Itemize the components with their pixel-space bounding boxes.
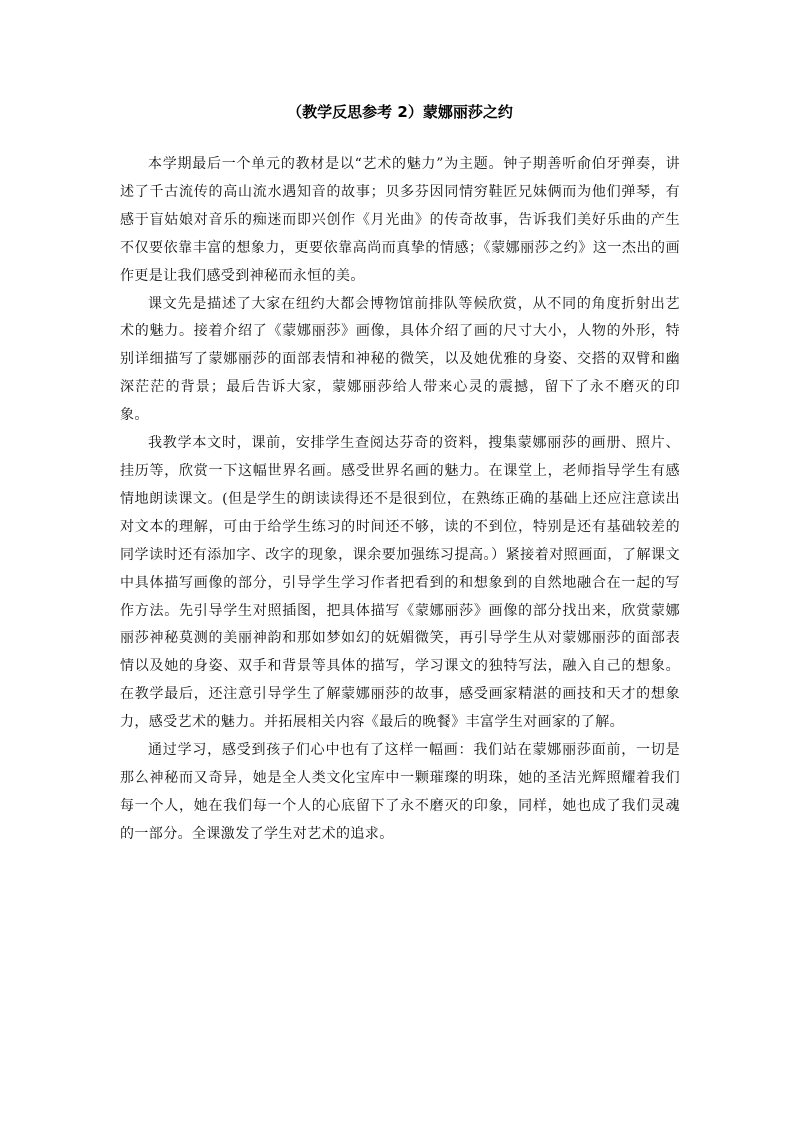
document-title: （教学反思参考 2）蒙娜丽莎之约: [287, 103, 513, 121]
paragraph-conclusion: 通过学习，感受到孩子们心中也有了这样一幅画：我们站在蒙娜丽莎面前，一切是那么神秘而又奇异，她是全人类文化宝库中一颗璀璨的明珠，她的圣洁光辉照耀着我们每一个人，她在我们每一个人的心底留下了永不磨灭的印象，同样，她也成了我们灵魂的一部分。全课激发了学生对艺术的追求。: [120, 742, 680, 842]
document-body: [120, 151, 680, 849]
paragraph-text-summary: 课文先是描述了大家在纽约大都会博物馆前排队等候欣赏，从不同的角度折射出艺术的魅力。接着介绍了《蒙娜丽莎》画像，具体介绍了画的尺寸大小，人物的外形，特别详细描写了蒙娜丽莎的面部表情和神秘的微笑，以及她优雅的身姿、交搭的双臂和幽深茫茫的背景；最后告诉大家，蒙娜丽莎给人带来心灵的震撼，留下了永不磨灭的印象。: [120, 295, 680, 424]
paragraph-intro: 本学期最后一个单元的教材是以“艺术的魅力”为主题。钟子期善听俞伯牙弹奏，讲述了千古流传的高山流水遇知音的故事；贝多芬因同情穷鞋匠兄妹俩而为他们弹琴，有感于盲姑娘对音乐的痴迷而即兴创作《月光曲》的传奇故事，告诉我们美好乐曲的产生不仅要依靠丰富的想象力，更要依靠高尚而真挚的情感；《蒙娜丽莎之约》这一杰出的画作更是让我们感受到神秘而永恒的美。: [120, 156, 680, 284]
paragraph-teaching-process: 我教学本文时，课前，安排学生查阅达芬奇的资料，搜集蒙娜丽莎的画册、照片、挂历等，欣赏一下这幅世界名画。感受世界名画的魅力。在课堂上，老师指导学生有感情地朗读课文。(但是学生的朗读读得还不是很到位，在熟练正确的基础上还应注意读出对文本的理解，可由于给学生练习的时间还不够，读的不到位，特别是还有基础较差的同学读时还有添加字、改字的现象，课余要加强练习提高。）紧接着对照画面，了解课文中具体描写画像的部分，引导学生学习作者把看到的和想象到的自然地融合在一起的写作方法。先引导学生对照插图，把具体描写《蒙娜丽莎》画像的部分找出来，欣赏蒙娜丽莎神秘莫测的美丽神韵和那如梦如幻的妩媚微笑，再引导学生从对蒙娜丽莎的面部表情以及她的身姿、双手和背景等具体的描写，学习课文的独特写法，融入自己的想象。在教学最后，还注意引导学生了解蒙娜丽莎的故事，感受画家精湛的画技和天才的想象力，感受艺术的魅力。并拓展相关内容《最后的晚餐》丰富学生对画家的了解。: [120, 435, 680, 731]
